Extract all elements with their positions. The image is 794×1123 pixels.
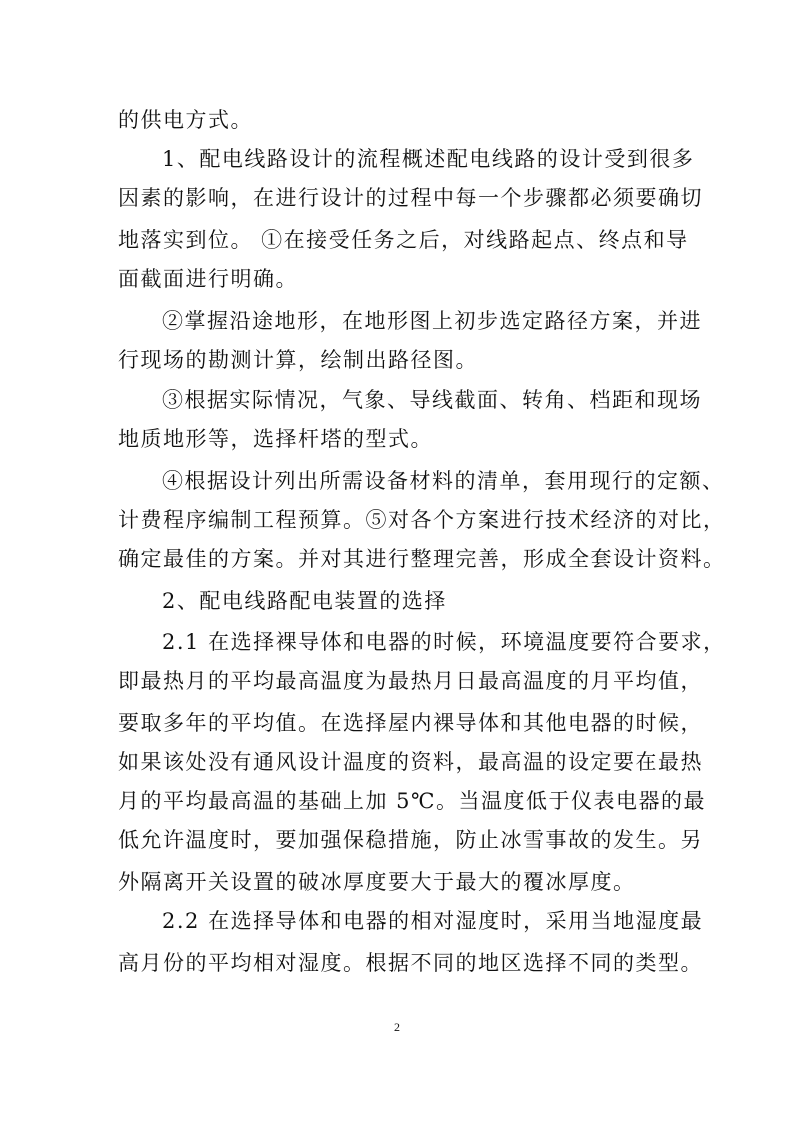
page-number: 2 [394, 1020, 400, 1034]
text-line: 月的平均最高温的基础上加 5℃。当温度低于仪表电器的最 [118, 789, 707, 813]
text-line: 地质地形等，选择杆塔的型式。 [118, 427, 433, 451]
text-line: 外隔离开关设置的破冰厚度要大于最大的覆冰厚度。 [118, 870, 636, 894]
text-line: 因素的影响，在进行设计的过程中每一个步骤都必须要确切 [118, 186, 703, 210]
text-line: ④根据设计列出所需设备材料的清单，套用现行的定额、 [162, 469, 725, 493]
text-line: 面截面进行明确。 [118, 267, 298, 291]
text-line: 高月份的平均相对湿度。根据不同的地区选择不同的类型。 [118, 951, 703, 975]
text-line: 要取多年的平均值。在选择屋内裸导体和其他电器的时候， [118, 711, 703, 735]
text-line: 的供电方式。 [118, 108, 253, 132]
text-line: 1、配电线路设计的流程概述配电线路的设计受到很多 [162, 147, 695, 171]
text-line: 地落实到位。 ①在接受任务之后，对线路起点、终点和导 [118, 228, 689, 252]
text-line: 如果该处没有通风设计温度的资料，最高温的设定要在最热 [118, 750, 703, 774]
text-line: 计费程序编制工程预算。⑤对各个方案进行技术经济的对比， [118, 508, 726, 532]
section-heading: 2、配电线路配电装置的选择 [162, 589, 447, 613]
text-line: ②掌握沿途地形，在地形图上初步选定路径方案，并进 [162, 309, 702, 333]
text-line: 2.1 在选择裸导体和电器的时候，环境温度要符合要求， [162, 630, 726, 654]
text-line: ③根据实际情况，气象、导线截面、转角、档距和现场 [162, 388, 702, 412]
text-line: 低允许温度时，要加强保稳措施，防止冰雪事故的发生。另 [118, 828, 703, 852]
text-line: 即最热月的平均最高温度为最热月日最高温度的月平均值， [118, 669, 703, 693]
text-line: 行现场的勘测计算，绘制出路径图。 [118, 348, 478, 372]
text-line: 确定最佳的方案。并对其进行整理完善，形成全套设计资料。 [118, 547, 726, 571]
text-line: 2.2 在选择导体和电器的相对湿度时，采用当地湿度最 [162, 909, 704, 933]
